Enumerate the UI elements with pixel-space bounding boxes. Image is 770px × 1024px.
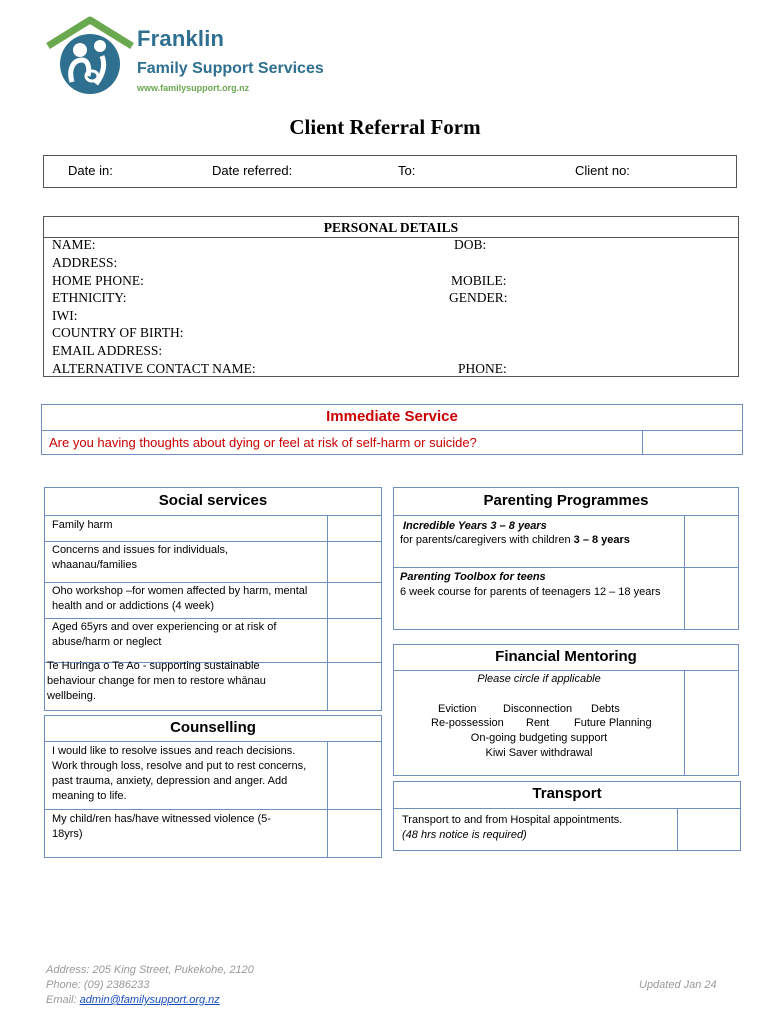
name-label: NAME: (52, 237, 96, 252)
logo (44, 16, 136, 98)
transport-desc: Transport to and from Hospital appointments. (402, 814, 623, 826)
incredible-years-title: Incredible Years 3 – 8 years (403, 520, 547, 532)
to-label: To: (398, 163, 416, 178)
counselling-box (44, 715, 382, 858)
social-item-family-harm: Family harm (52, 519, 113, 531)
house-logo-icon (44, 16, 136, 98)
checkbox-oho-workshop[interactable] (327, 582, 382, 618)
personal-details-box (43, 216, 739, 377)
transport-box (393, 781, 741, 851)
personal-details-heading: PERSONAL DETAILS (323, 220, 459, 235)
checkbox-incredible-years[interactable] (684, 515, 739, 567)
parenting-toolbox-desc: 6 week course for parents of teenagers 12 – 18 years (400, 586, 661, 598)
gender-label: GENDER: (449, 290, 508, 305)
logo-url: www.familysupport.org.nz (137, 83, 250, 93)
social-item-oho-workshop: Oho workshop –for women affected by harm, mental health and or addictions (4 week) (52, 585, 308, 612)
parenting-toolbox-title: Parenting Toolbox for teens (400, 571, 546, 583)
checkbox-witnessed-violence[interactable] (327, 809, 382, 857)
option-rent[interactable]: Rent (526, 717, 550, 729)
financial-mentoring-box (393, 644, 739, 776)
incredible-years-desc: for parents/caregivers with children 3 – 8 years (400, 534, 630, 546)
home-phone-label: HOME PHONE: (52, 273, 144, 288)
country-of-birth-label: COUNTRY OF BIRTH: (52, 325, 184, 340)
dob-label: DOB: (454, 237, 487, 252)
financial-note: Please circle if applicable (477, 673, 601, 685)
alt-contact-label: ALTERNATIVE CONTACT NAME: (52, 361, 256, 376)
top-fields-box (43, 155, 737, 188)
immediate-service-box (41, 404, 743, 455)
parenting-programmes-box (393, 487, 739, 630)
transport-note: (48 hrs notice is required) (402, 829, 527, 841)
checkbox-transport[interactable] (677, 808, 741, 850)
social-services-heading: Social services (158, 492, 268, 509)
transport-heading: Transport (532, 785, 602, 802)
option-budgeting-support[interactable]: On-going budgeting support (470, 732, 608, 744)
logo-name-line2: Family Support Services (137, 60, 324, 77)
parenting-programmes-heading: Parenting Programmes (483, 492, 649, 509)
page-title: Client Referral Form (289, 115, 481, 139)
checkbox-concerns[interactable] (327, 541, 382, 582)
counselling-item-witnessed-violence: My child/ren has/have witnessed violence (5-18yrs) (52, 813, 271, 840)
footer-email-link[interactable]: admin@familysupport.org.nz (79, 994, 220, 1006)
checkbox-te-huringa[interactable] (327, 662, 382, 710)
suicide-risk-question: Are you having thoughts about dying or feel at risk of self-harm or suicide? (49, 435, 477, 450)
counselling-heading: Counselling (170, 719, 256, 736)
financial-mentoring-heading: Financial Mentoring (495, 648, 637, 665)
social-item-concerns: Concerns and issues for individuals, whaanau/families (52, 544, 229, 571)
option-debts[interactable]: Debts (591, 703, 620, 715)
address-label: ADDRESS: (52, 255, 118, 270)
option-repossession[interactable]: Re-possession (431, 717, 504, 729)
counselling-item-resolve-issues: I would like to resolve issues and reach decisions. Work through loss, resolve and put to rest concerns, past trauma, anxiety, depression and anger. Add meaning to life. (52, 745, 307, 802)
footer-phone: Phone: (09) 2386233 (46, 979, 150, 991)
option-kiwisaver[interactable]: Kiwi Saver withdrawal (485, 747, 593, 759)
alt-phone-label: PHONE: (458, 361, 507, 376)
logo-name-line1: Franklin (137, 26, 225, 51)
checkbox-resolve-issues[interactable] (327, 741, 382, 809)
checkbox-financial-mentoring[interactable] (684, 670, 739, 775)
social-item-aged-65: Aged 65yrs and over experiencing or at risk of abuse/harm or neglect (52, 621, 277, 648)
option-future-planning[interactable]: Future Planning (574, 717, 652, 729)
immediate-service-heading: Immediate Service (326, 408, 458, 425)
social-services-box (44, 487, 382, 711)
footer-address: Address: 205 King Street, Pukekohe, 2120 (46, 964, 254, 976)
social-item-te-huringa: Te Huringa o Te Ao - supporting sustainable behaviour change for men to restore whānau wellbeing. (47, 660, 266, 702)
checkbox-parenting-toolbox[interactable] (684, 567, 739, 629)
client-no-label: Client no: (575, 163, 630, 178)
mobile-label: MOBILE: (451, 273, 507, 288)
option-eviction[interactable]: Eviction (438, 703, 477, 715)
checkbox-family-harm[interactable] (327, 515, 382, 541)
footer-email: Email: admin@familysupport.org.nz (46, 994, 220, 1006)
iwi-label: IWI: (52, 308, 78, 323)
checkbox-aged-65[interactable] (327, 618, 382, 662)
date-referred-label: Date referred: (212, 163, 293, 178)
date-in-label: Date in: (68, 163, 113, 178)
footer-updated: Updated Jan 24 (639, 979, 717, 991)
suicide-risk-checkbox[interactable] (642, 430, 743, 454)
ethnicity-label: ETHNICITY: (52, 290, 127, 305)
email-address-label: EMAIL ADDRESS: (52, 343, 163, 358)
option-disconnection[interactable]: Disconnection (503, 703, 573, 715)
